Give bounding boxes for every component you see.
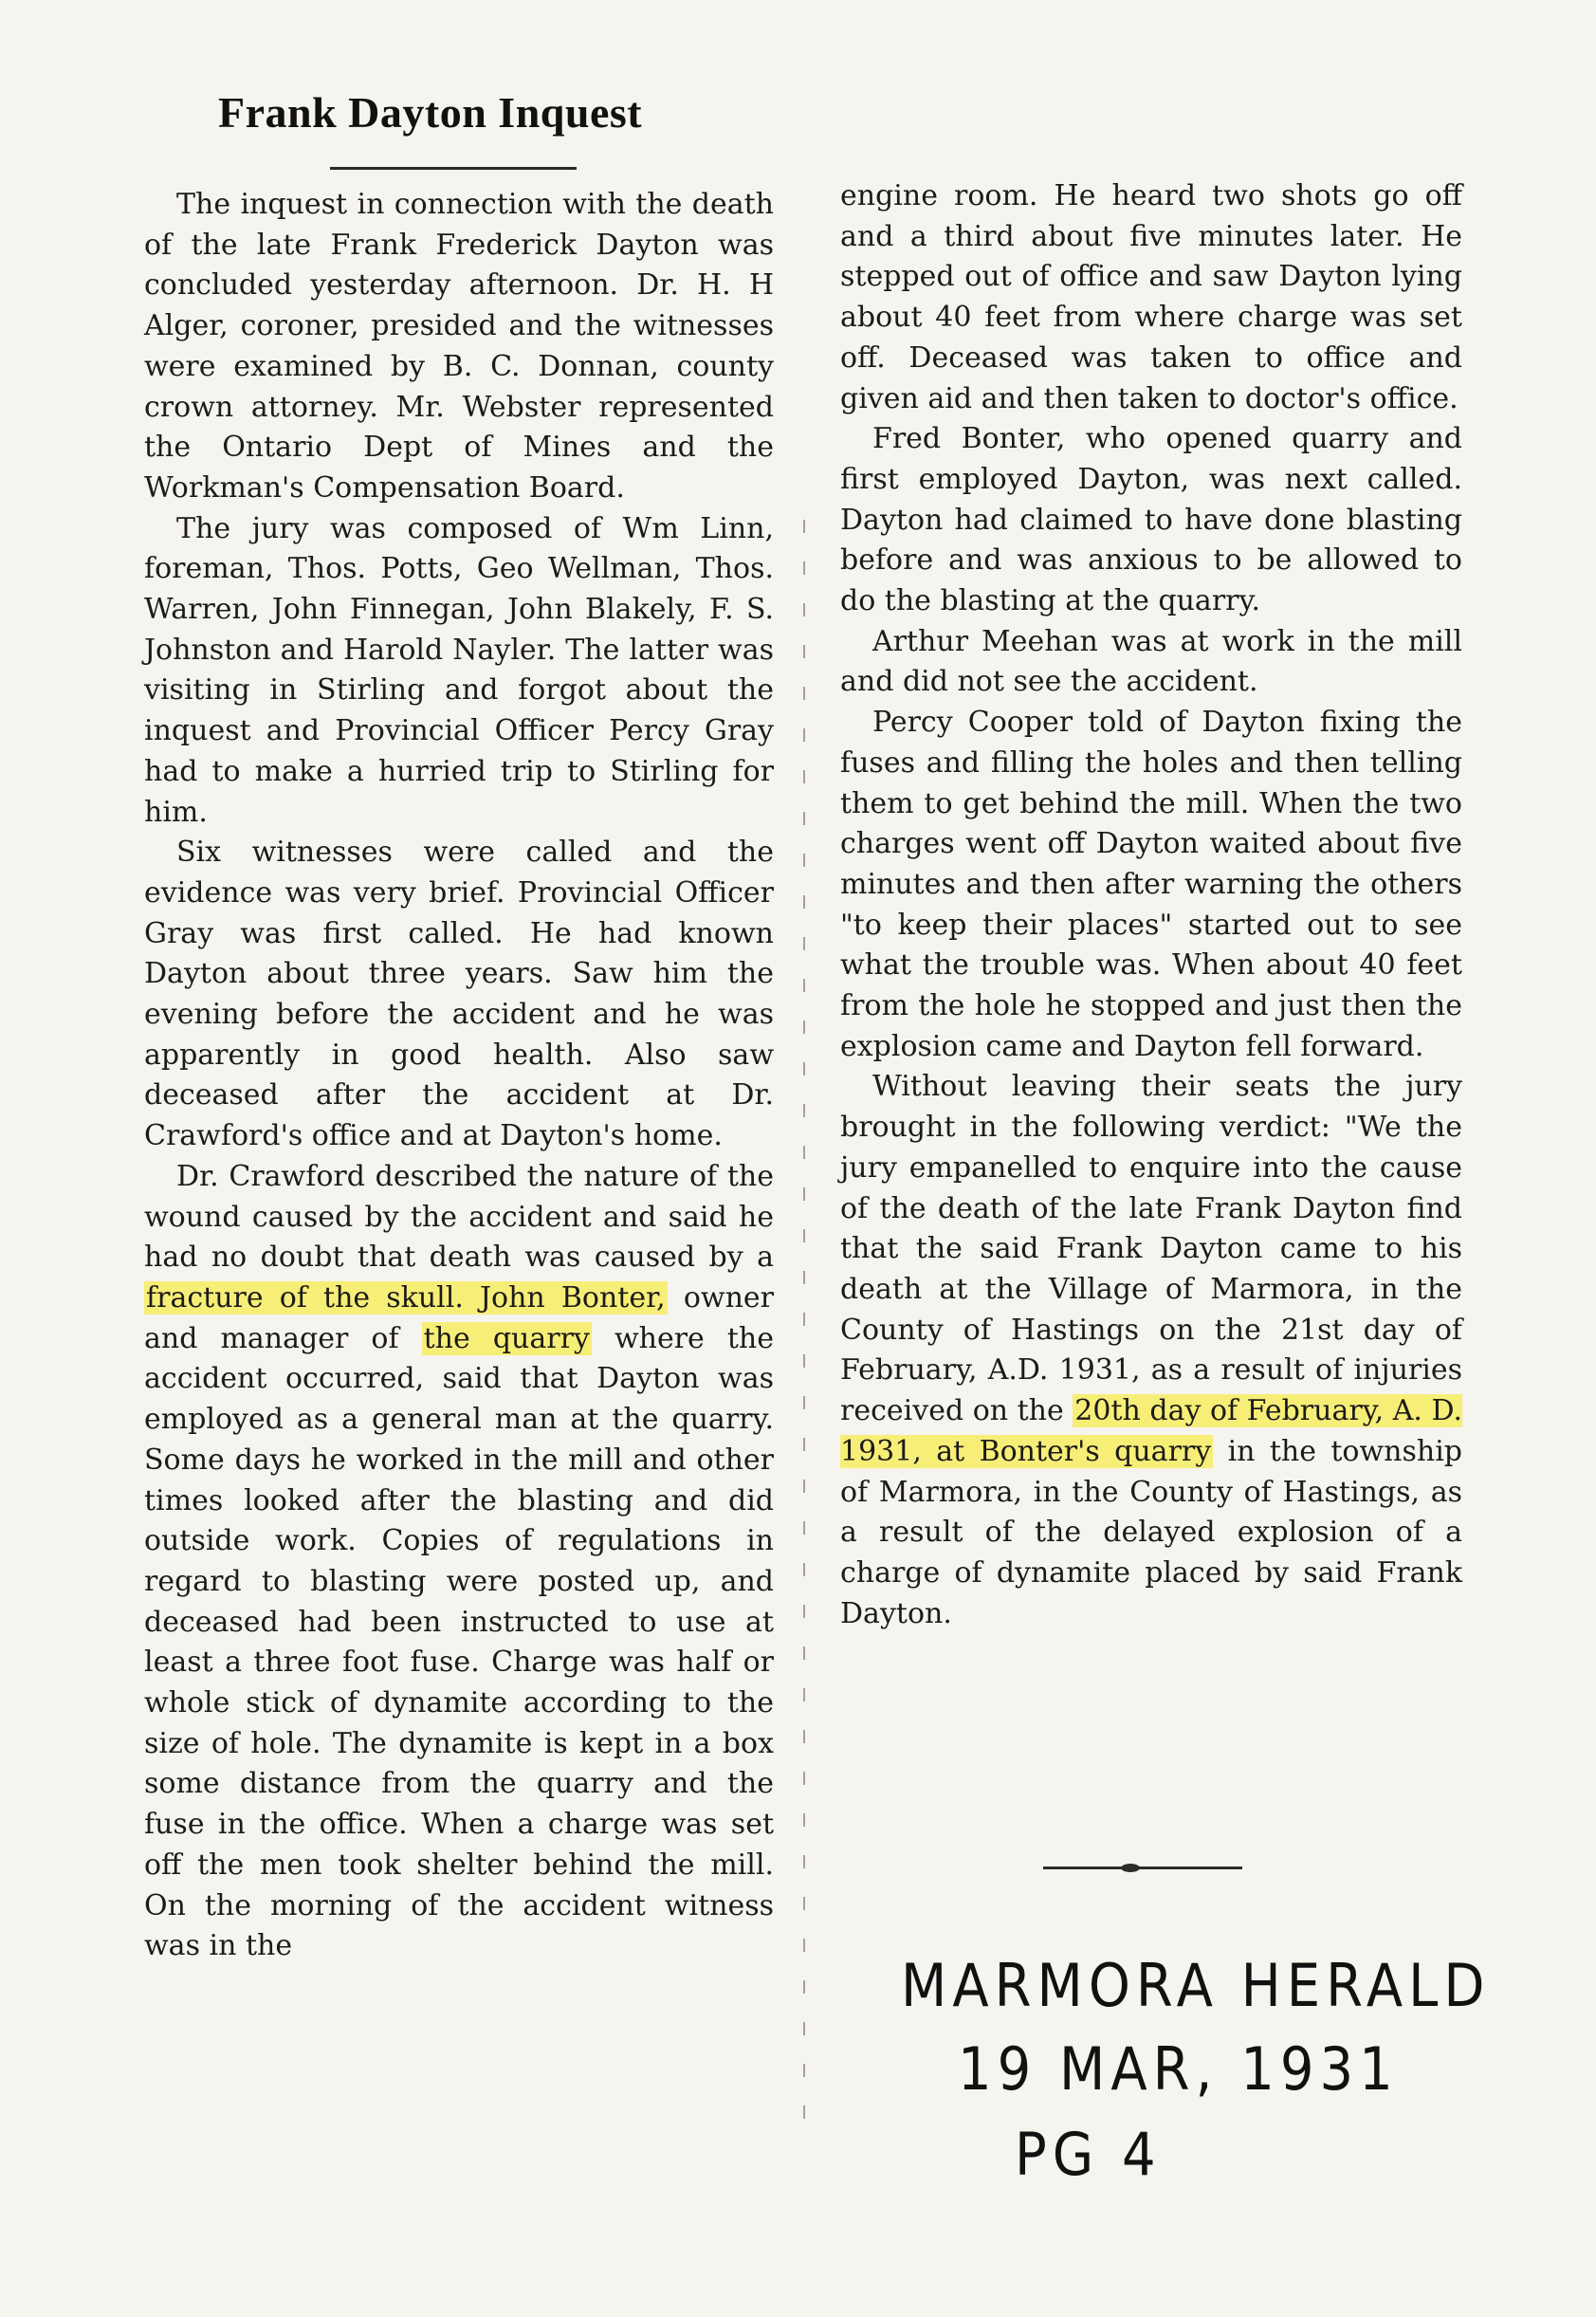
paragraph-verdict	[840, 1067, 1462, 1634]
handwritten-source: MARMORA HERALD	[901, 1952, 1491, 2021]
crawford-text-after: where the accident occurred, said that Dayton was employed as a general man at the quarry. Some days he worked in the mill and other times looked after the blasting and did outside work. Copies of regulations in regard to blasting were posted up, and deceased had been instructed to use at least a three foot fuse. Charge was half or whole stick of dynamite according to the size of hole. The dynamite is kept in a box some distance from the quarry and the fuse in the office. When a charge was set off the men took shelter behind the mill. On the morning of the accident witness was in the	[144, 1321, 774, 1963]
headline-rule	[330, 167, 577, 170]
crawford-text-before: Dr. Crawford described the nature of the wound caused by the accident and said he had no doubt that death was caused by a	[144, 1159, 774, 1275]
paragraph-crawford	[144, 1157, 774, 1967]
verdict-text-before: Without leaving their seats the jury brought in the following verdict: "We the jury empanelled to enquire into the cause of the death of the late Frank Dayton find that the said Frank Dayton came to his death at the Village of Marmora, in the County of Hastings on the 21st day of February, A.D. 1931, as a result of injuries received on the	[840, 1070, 1462, 1428]
handwritten-date: 19 MAR, 1931	[958, 2035, 1399, 2105]
article-headline: Frank Dayton Inquest	[218, 88, 643, 137]
verdict-text-after: in the township of Marmora, in the County of Hastings, as a result of the delayed explosion of a charge of dynamite placed by said Frank Dayton.	[840, 1434, 1462, 1630]
paragraph-witnesses: Six witnesses were called and the evidence was very brief. Provincial Officer Gray was first called. He had known Dayton about three years. Saw him the evening before the accident and he was apparently in good health. Also saw deceased after the accident at Dr. Crawford's office and at Dayton's home.	[144, 836, 774, 1153]
paragraph-engine-room: engine room. He heard two shots go off and a third about five minutes later. He stepped out of office and saw Dayton lying about 40 feet from where charge was set off. Deceased was taken to office and given aid and then taken to doctor's office.	[840, 179, 1462, 415]
paragraph-fred-bonter: Fred Bonter, who opened quarry and first employed Dayton, was next called. Dayton had claimed to have done blasting before and was anxious to be allowed to do the blasting at the quarry.	[840, 422, 1462, 618]
column-divider	[803, 520, 805, 2132]
handwritten-page: PG 4	[1015, 2121, 1162, 2190]
paragraph-percy-cooper: Percy Cooper told of Dayton fixing the fuses and filling the holes and then telling them to get behind the mill. When the two charges went off Dayton waited about five minutes and then after warning the others "to keep their places" started out to see what the trouble was. When about 40 feet from the hole he stopped and just then the explosion came and Dayton fell forward.	[840, 706, 1462, 1063]
left-column	[144, 185, 774, 1967]
highlighted-text-the-quarry: the quarry	[423, 1321, 590, 1355]
paragraph-jury: The jury was composed of Wm Linn, foreman, Thos. Potts, Geo Wellman, Thos. Warren, John Finnegan, John Blakely, F. S. Johnston and Harold Nayler. The latter was visiting in Stirling and forgot about the inquest and Provincial Officer Percy Gray had to make a hurried trip to Stirling for him.	[144, 511, 774, 829]
paragraph-inquest-intro: The inquest in connection with the death of the late Frank Frederick Dayton was concluded yesterday afternoon. Dr. H. H Alger, coroner, presided and the witnesses were examined by B. C. Donnan, county crown attorney. Mr. Webster represented the Ontario Dept of Mines and the Workman's Compensation Board.	[144, 188, 774, 505]
article-end-rule	[1043, 1866, 1242, 1869]
highlighted-text-bonters-quarry: 20th day of February, A. D. 1931, at Bonter's quarry	[840, 1394, 1462, 1468]
crawford-text-middle: owner and manager of	[144, 1280, 774, 1355]
highlighted-text-skull-bonter: fracture of the skull. John Bonter,	[146, 1280, 666, 1315]
right-column	[840, 176, 1462, 1634]
paragraph-arthur-meehan: Arthur Meehan was at work in the mill and did not see the accident.	[840, 624, 1462, 699]
